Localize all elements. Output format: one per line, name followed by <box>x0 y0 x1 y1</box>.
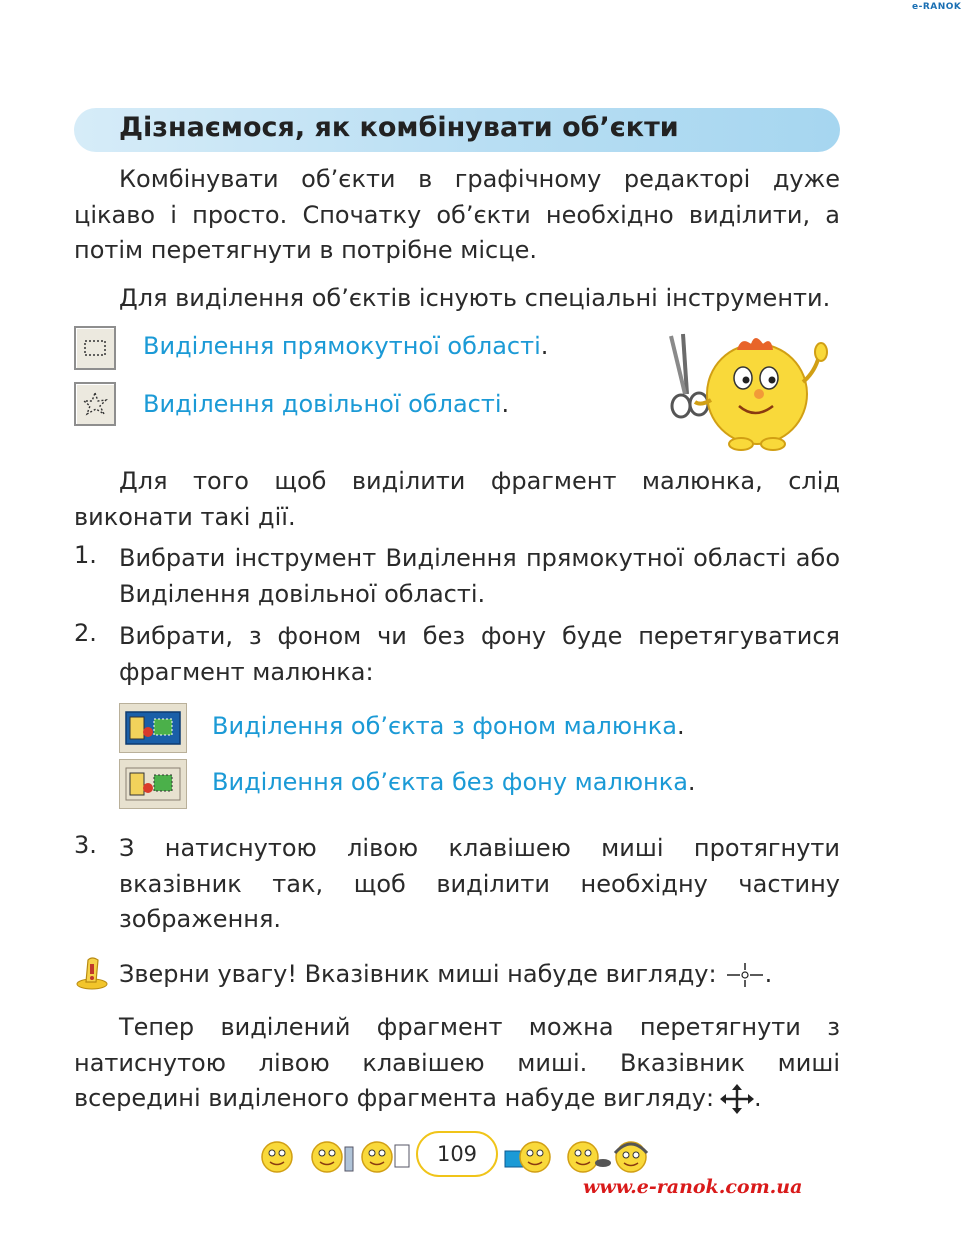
intro-paragraph: Комбінувати об’єкти в графічному редакторі дуже цікаво і просто. Спочатку об’єкти необхідно виділити, а потім перетягнути в потрібне місце. <box>74 165 840 264</box>
free-form-select-button <box>74 382 116 426</box>
closing-punct: . <box>754 1084 762 1112</box>
option-opaque-label: Виділення об’єкта з фоном малюнка <box>212 712 677 740</box>
footer-mascots-right <box>503 1133 663 1177</box>
note-text: Зверни увагу! Вказівник миші набуде вигляду: <box>119 960 717 988</box>
tool-freeform-line <box>143 390 509 418</box>
closing-text: Тепер виділений фрагмент можна перетягнути з натиснутою лівою клавішею миші. Вказівник миші всередині виділеного фрагмента набуде вигляду: <box>74 1013 840 1112</box>
option-opaque-line <box>212 712 685 740</box>
option-transparent-punct: . <box>687 768 696 796</box>
mascot-scissors-illustration <box>655 322 840 452</box>
footer-mascots-left <box>255 1133 415 1177</box>
option-opaque-punct: . <box>676 712 685 740</box>
tools-intro: Для виділення об’єктів існують спеціальні інструменти. <box>119 284 831 312</box>
tool-rectangular-punct: . <box>540 332 549 360</box>
tool-rectangular-label: Виділення прямокутної області <box>143 332 541 360</box>
step-1-number: 1. <box>74 541 97 569</box>
tool-freeform-label: Виділення довільної області <box>143 390 502 418</box>
note-line <box>119 960 772 988</box>
publisher-logo: e-RANOK <box>912 2 962 12</box>
step-3-number: 3. <box>74 831 97 859</box>
transparent-selection-button <box>119 759 187 809</box>
step-2-number: 2. <box>74 619 97 647</box>
step-1-text: Вибрати інструмент Виділення прямокутної області або Виділення довільної області. <box>119 544 840 608</box>
opaque-selection-button <box>119 703 187 753</box>
publisher-url[interactable]: www.e-ranok.com.ua <box>583 1176 803 1198</box>
option-transparent-label: Виділення об’єкта без фону малюнка <box>212 768 688 796</box>
crosshair-cursor-icon <box>725 962 765 988</box>
free-form-select-icon <box>76 384 114 424</box>
option-transparent-line <box>212 768 696 796</box>
move-cursor-icon <box>720 1084 754 1114</box>
opaque-selection-icon <box>120 704 186 752</box>
attention-icon <box>74 954 110 990</box>
page-number: 109 <box>416 1131 498 1177</box>
transparent-selection-icon <box>120 760 186 808</box>
tool-rectangular-line <box>143 332 548 360</box>
step-3-text: З натиснутою лівою клавішею миші протягнути вказівник так, щоб виділити необхідну частину зображення. <box>119 834 840 933</box>
step-2-text: Вибрати, з фоном чи без фону буде перетягуватися фрагмент малюнка: <box>119 622 840 686</box>
tool-freeform-punct: . <box>501 390 510 418</box>
section-title: Дізнаємося, як комбінувати об’єкти <box>119 112 679 143</box>
closing-paragraph <box>74 1010 840 1117</box>
steps-intro: Для того щоб виділити фрагмент малюнка, слід виконати такі дії. <box>74 467 840 531</box>
note-punct: . <box>764 960 773 988</box>
rectangular-select-button <box>74 326 116 370</box>
rectangular-select-icon <box>76 328 114 368</box>
